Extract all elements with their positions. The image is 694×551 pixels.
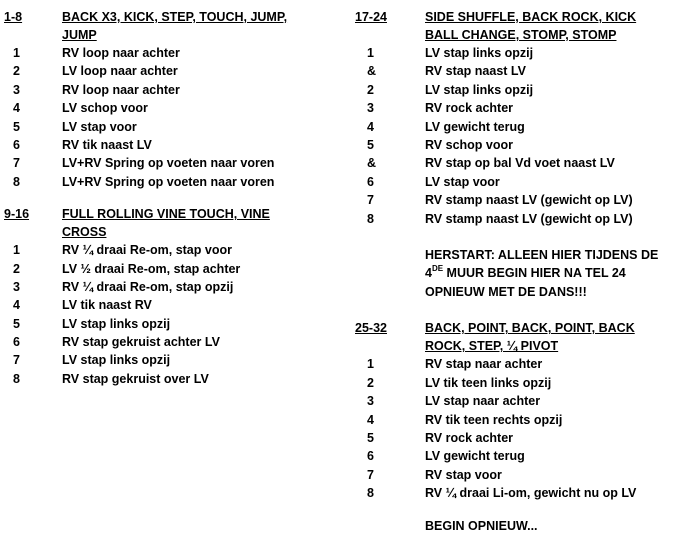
step-description: LV stap voor bbox=[425, 174, 500, 189]
step-count: 3 bbox=[367, 394, 374, 409]
restart-superscript: DE bbox=[431, 264, 444, 274]
section-title: BACK X3, KICK, STEP, TOUCH, JUMP, JUMP bbox=[62, 10, 288, 42]
step-row bbox=[4, 44, 344, 62]
step-row bbox=[355, 191, 690, 209]
count-range: 17-24 bbox=[355, 10, 387, 24]
step-description: RV ¼ draai Re-om, stap voor bbox=[62, 243, 232, 258]
step-count: 6 bbox=[367, 449, 374, 464]
step-description: LV+RV Spring op voeten naar voren bbox=[62, 174, 275, 189]
section-25-32 bbox=[355, 319, 690, 502]
step-description: RV schop voor bbox=[425, 137, 513, 152]
step-row bbox=[355, 136, 690, 154]
step-count: 2 bbox=[13, 261, 20, 276]
step-description: RV rock achter bbox=[425, 430, 514, 445]
step-count: 4 bbox=[13, 298, 20, 313]
step-count: & bbox=[367, 156, 377, 171]
step-count: 8 bbox=[13, 371, 20, 386]
step-count: 1 bbox=[367, 46, 374, 60]
step-description: LV gewicht terug bbox=[425, 449, 525, 464]
step-row bbox=[4, 154, 344, 172]
step-description: LV stap voor bbox=[62, 119, 137, 134]
step-row bbox=[355, 447, 690, 465]
step-count: 8 bbox=[367, 486, 374, 501]
step-description: RV stap gekruist achter LV bbox=[62, 335, 220, 350]
step-count: 7 bbox=[367, 193, 374, 208]
step-description: LV tik naast RV bbox=[62, 298, 152, 313]
step-row bbox=[355, 392, 690, 410]
step-row bbox=[4, 241, 344, 259]
step-description: RV stamp naast LV (gewicht op LV) bbox=[425, 211, 633, 226]
step-count: 2 bbox=[367, 375, 374, 390]
step-count: 2 bbox=[13, 64, 20, 79]
step-row bbox=[4, 333, 344, 351]
step-count: 8 bbox=[367, 211, 374, 226]
step-count: 2 bbox=[367, 82, 374, 97]
step-count: 8 bbox=[13, 174, 20, 189]
step-row bbox=[355, 466, 690, 484]
step-row bbox=[355, 62, 690, 80]
step-description: LV stap links opzij bbox=[62, 316, 171, 331]
right-column bbox=[355, 8, 690, 535]
step-row bbox=[355, 429, 690, 447]
section-header bbox=[4, 205, 344, 241]
step-description: LV loop naar achter bbox=[62, 64, 178, 79]
step-count: 6 bbox=[367, 174, 374, 189]
begin-again-text: BEGIN OPNIEUW... bbox=[425, 518, 538, 533]
step-row bbox=[355, 173, 690, 191]
step-count: 4 bbox=[367, 412, 374, 427]
step-count: 3 bbox=[13, 279, 20, 294]
restart-note bbox=[355, 246, 675, 302]
step-row bbox=[4, 136, 344, 154]
section-9-16 bbox=[4, 205, 344, 388]
step-row bbox=[355, 154, 690, 172]
step-count: 5 bbox=[13, 119, 20, 134]
step-description: RV stap voor bbox=[425, 467, 502, 482]
step-count: 1 bbox=[367, 357, 374, 372]
step-row bbox=[4, 278, 344, 296]
count-range: 25-32 bbox=[355, 321, 387, 336]
step-count: 1 bbox=[13, 46, 20, 60]
step-count: 6 bbox=[13, 335, 20, 350]
step-description: LV gewicht terug bbox=[425, 119, 525, 134]
restart-text-before: HERSTART: ALLEEN HIER TIJDENS DE 4 bbox=[425, 247, 659, 281]
restart-text-after: MUUR BEGIN HIER NA TEL 24 OPNIEUW MET DE DANS!!! bbox=[425, 266, 626, 299]
step-count: 5 bbox=[13, 316, 20, 331]
step-count: 5 bbox=[367, 430, 374, 445]
step-description: LV ½ draai Re-om, stap achter bbox=[62, 261, 241, 276]
step-row bbox=[4, 315, 344, 333]
step-row bbox=[4, 370, 344, 388]
step-row bbox=[4, 118, 344, 136]
step-row bbox=[4, 173, 344, 191]
step-row bbox=[4, 260, 344, 278]
step-row bbox=[4, 296, 344, 314]
step-description: RV loop naar achter bbox=[62, 46, 180, 60]
step-description: RV stamp naast LV (gewicht op LV) bbox=[425, 193, 633, 208]
step-row bbox=[355, 99, 690, 117]
step-description: LV schop voor bbox=[62, 101, 148, 116]
step-description: LV tik teen links opzij bbox=[425, 375, 552, 390]
step-count: 3 bbox=[13, 82, 20, 97]
count-range: 1-8 bbox=[4, 10, 23, 24]
step-description: LV stap naar achter bbox=[425, 394, 541, 409]
section-header bbox=[355, 8, 690, 44]
section-17-24 bbox=[355, 8, 690, 228]
section-header bbox=[355, 319, 690, 355]
step-description: LV stap links opzij bbox=[425, 82, 534, 97]
step-description: LV stap links opzij bbox=[425, 46, 534, 60]
step-description: RV stap op bal Vd voet naast LV bbox=[425, 156, 615, 171]
step-count: 7 bbox=[13, 353, 20, 368]
step-description: LV stap links opzij bbox=[62, 353, 171, 368]
step-row bbox=[4, 351, 344, 369]
step-count: 6 bbox=[13, 137, 20, 152]
section-header bbox=[4, 8, 344, 44]
count-range: 9-16 bbox=[4, 207, 30, 222]
step-description: LV+RV Spring op voeten naar voren bbox=[62, 156, 275, 171]
step-row bbox=[355, 44, 690, 62]
step-row bbox=[4, 62, 344, 80]
step-row bbox=[355, 81, 690, 99]
step-description: RV tik teen rechts opzij bbox=[425, 412, 563, 427]
step-row bbox=[355, 484, 690, 502]
step-row bbox=[4, 81, 344, 99]
step-row bbox=[355, 374, 690, 392]
step-count: & bbox=[367, 64, 377, 79]
section-1-8 bbox=[4, 8, 344, 191]
section-title: SIDE SHUFFLE, BACK ROCK, KICK BALL CHANGE, STOMP, STOMP bbox=[425, 10, 637, 42]
step-description: RV stap naar achter bbox=[425, 357, 543, 372]
section-title: FULL ROLLING VINE TOUCH, VINE CROSS bbox=[62, 207, 270, 240]
step-count: 7 bbox=[367, 467, 374, 482]
step-description: RV rock achter bbox=[425, 101, 514, 116]
step-row bbox=[355, 210, 690, 228]
step-description: RV stap gekruist over LV bbox=[62, 371, 209, 386]
step-description: RV ¼ draai Re-om, stap opzij bbox=[62, 279, 234, 294]
step-count: 4 bbox=[367, 119, 374, 134]
left-column bbox=[4, 8, 344, 388]
step-row bbox=[355, 411, 690, 429]
step-description: RV stap naast LV bbox=[425, 64, 526, 79]
step-count: 7 bbox=[13, 156, 20, 171]
step-count: 4 bbox=[13, 101, 20, 116]
step-row bbox=[355, 118, 690, 136]
section-title: BACK, POINT, BACK, POINT, BACK ROCK, STEP, ¼ PIVOT bbox=[425, 321, 635, 354]
step-count: 1 bbox=[13, 243, 20, 258]
step-count: 5 bbox=[367, 137, 374, 152]
step-description: RV loop naar achter bbox=[62, 82, 180, 97]
step-count: 3 bbox=[367, 101, 374, 116]
step-row bbox=[4, 99, 344, 117]
step-description: RV ¼ draai Li-om, gewicht nu op LV bbox=[425, 486, 637, 501]
step-row bbox=[355, 355, 690, 373]
step-description: RV tik naast LV bbox=[62, 137, 152, 152]
